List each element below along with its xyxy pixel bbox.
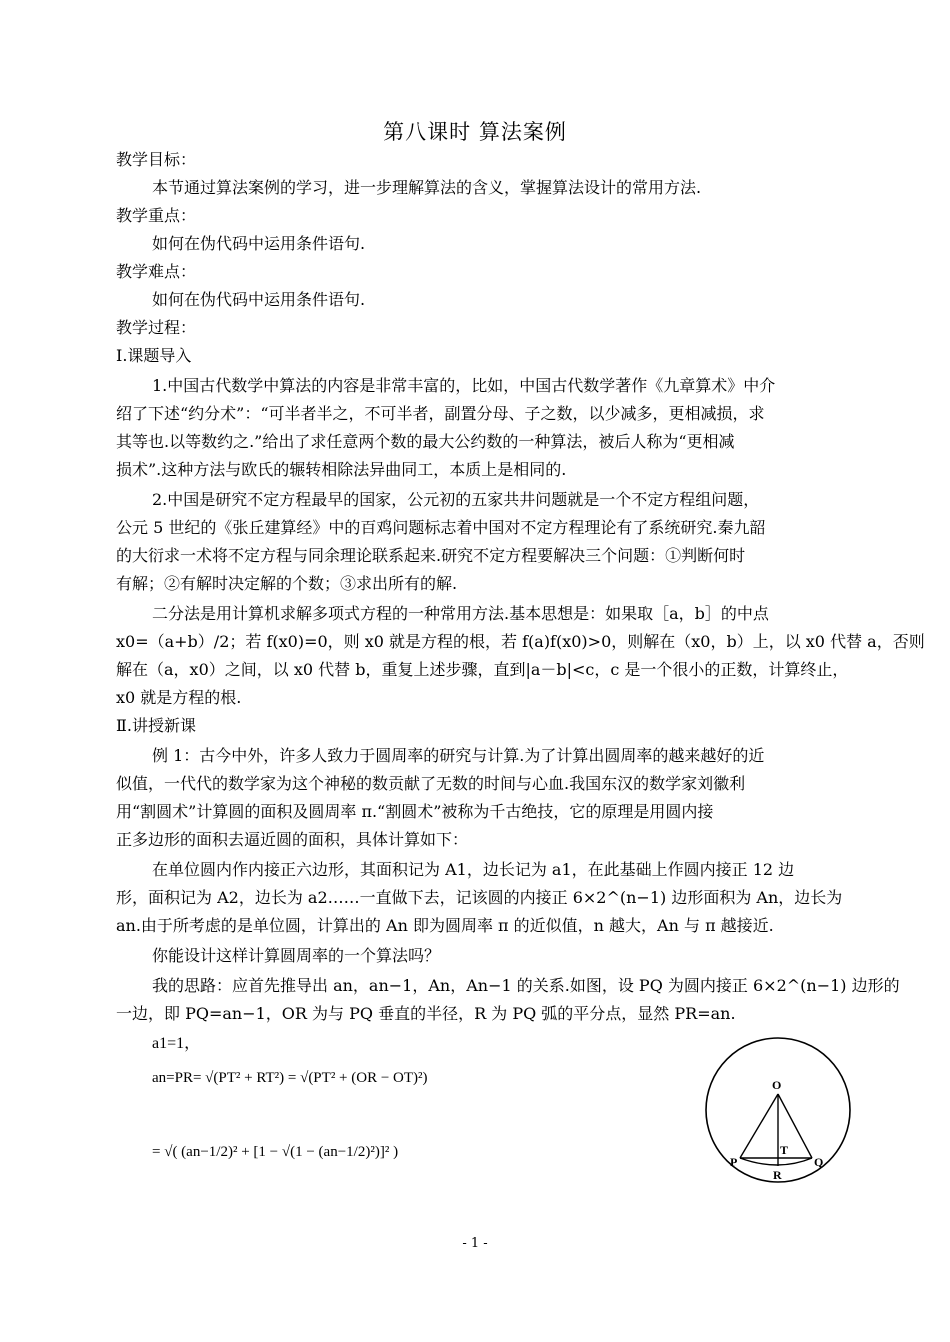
radius-OP xyxy=(740,1094,778,1158)
label-R: R xyxy=(773,1168,782,1182)
label-P: P xyxy=(730,1155,738,1169)
difficult-text: 如何在伪代码中运用条件语句. xyxy=(152,290,366,309)
para1-line: 其等也.以等数约之.”给出了求任意两个数的最大公约数的一种算法，被后人称为“更相减 xyxy=(116,432,735,451)
idea-line-1: 我的思路：应首先推导出 an，an−1，An，An−1 的关系.如图，设 PQ 为圆内接正 6×2^(n−1) 边形的 xyxy=(152,976,900,995)
formula-an-expanded: = √( (an−1/2)² + [1 − √(1 − (an−1/2)²)]² ) xyxy=(152,1144,399,1160)
para5-line-2: 形，面积记为 A2，边长为 a2……一直做下去，记该圆的内接正 6×2^(n−1) 边形面积为 An，边长为 xyxy=(116,888,843,907)
para2-line: 有解；②有解时决定解的个数；③求出所有的解. xyxy=(116,574,458,593)
para5-line-1: 在单位圆内作内接正六边形，其面积记为 A1，边长记为 a1，在此基础上作圆内接正 12 边 xyxy=(152,860,795,879)
circle-figure xyxy=(700,1032,860,1192)
label-T: T xyxy=(780,1143,789,1157)
formula-an: an=PR= √(PT² + RT²) = √(PT² + (OR − OT)²) xyxy=(152,1070,428,1086)
para4-line: 正多边形的面积去逼近圆的面积，具体计算如下： xyxy=(116,830,469,849)
para2-line: 2.中国是研究不定方程最早的国家，公元初的五家共井问题就是一个不定方程组问题， xyxy=(152,490,760,509)
para5-line-3: an.由于所考虑的是单位圆，计算出的 An 即为圆周率 π 的近似值，n 越大，An 与 π 越接近. xyxy=(116,916,774,935)
page-title: 第八课时 算法案例 xyxy=(383,120,567,144)
para1-line: 损术”.这种方法与欧氏的辗转相除法异曲同工，本质上是相同的. xyxy=(116,460,567,479)
para1-line: 绍了下述“约分术”：“可半者半之，不可半者，副置分母、子之数，以少减多，更相减损，求 xyxy=(116,404,765,423)
para1-line: 1.中国古代数学中算法的内容是非常丰富的，比如，中国古代数学著作《九章算术》中介 xyxy=(152,376,776,395)
label-Q: Q xyxy=(814,1155,824,1169)
para4-line: 例 1：古今中外，许多人致力于圆周率的研究与计算.为了计算出圆周率的越来越好的近 xyxy=(152,746,765,765)
formula-a1: a1=1， xyxy=(152,1035,201,1052)
para4-line: 用“割圆术”计算圆的面积及圆周率 π.“割圆术”被称为千古绝技，它的原理是用圆内接 xyxy=(116,802,714,821)
idea-line-2: 一边，即 PQ=an−1，OR 为与 PQ 垂直的半径，R 为 PQ 弧的平分点，显然 PR=an. xyxy=(116,1004,736,1023)
question-text: 你能设计这样计算圆周率的一个算法吗？ xyxy=(152,946,441,965)
para3-line-3: 解在（a，x0）之间，以 x0 代替 b，重复上述步骤，直到|a－b|<c，c 是一个很小的正数，计算终止， xyxy=(116,660,849,679)
para2-line: 公元 5 世纪的《张丘建算经》中的百鸡问题标志着中国对不定方程理论有了系统研究.秦九韶 xyxy=(116,518,766,537)
para2-line: 的大衍求一术将不定方程与同余理论联系起来.研究不定方程要解决三个问题：①判断何时 xyxy=(116,546,746,565)
para4-line: 似值，一代代的数学家为这个神秘的数贡献了无数的时间与心血.我国东汉的数学家刘徽利 xyxy=(116,774,746,793)
arc-PRQ xyxy=(740,1158,812,1165)
key-text: 如何在伪代码中运用条件语句. xyxy=(152,234,366,253)
process-label: 教学过程： xyxy=(116,318,197,337)
goal-label: 教学目标： xyxy=(116,150,197,169)
para3-line-2: x0=（a+b）/2；若 f(x0)=0，则 x0 就是方程的根，若 f(a)f(x0)>0，则解在（x0，b）上，以 x0 代替 a，否则 xyxy=(116,632,925,651)
para3-line-1: 二分法是用计算机求解多项式方程的一种常用方法.基本思想是：如果取［a，b］的中点 xyxy=(152,604,769,623)
part2-label: Ⅱ.讲授新课 xyxy=(116,716,196,735)
label-O: O xyxy=(772,1078,782,1092)
para3-line-4: x0 就是方程的根. xyxy=(116,688,242,707)
part1-label: Ⅰ.课题导入 xyxy=(116,346,192,365)
difficult-label: 教学难点： xyxy=(116,262,197,281)
key-label: 教学重点： xyxy=(116,206,197,225)
goal-text: 本节通过算法案例的学习，进一步理解算法的含义，掌握算法设计的常用方法. xyxy=(152,178,702,197)
page-number: - 1 - xyxy=(462,1236,488,1251)
